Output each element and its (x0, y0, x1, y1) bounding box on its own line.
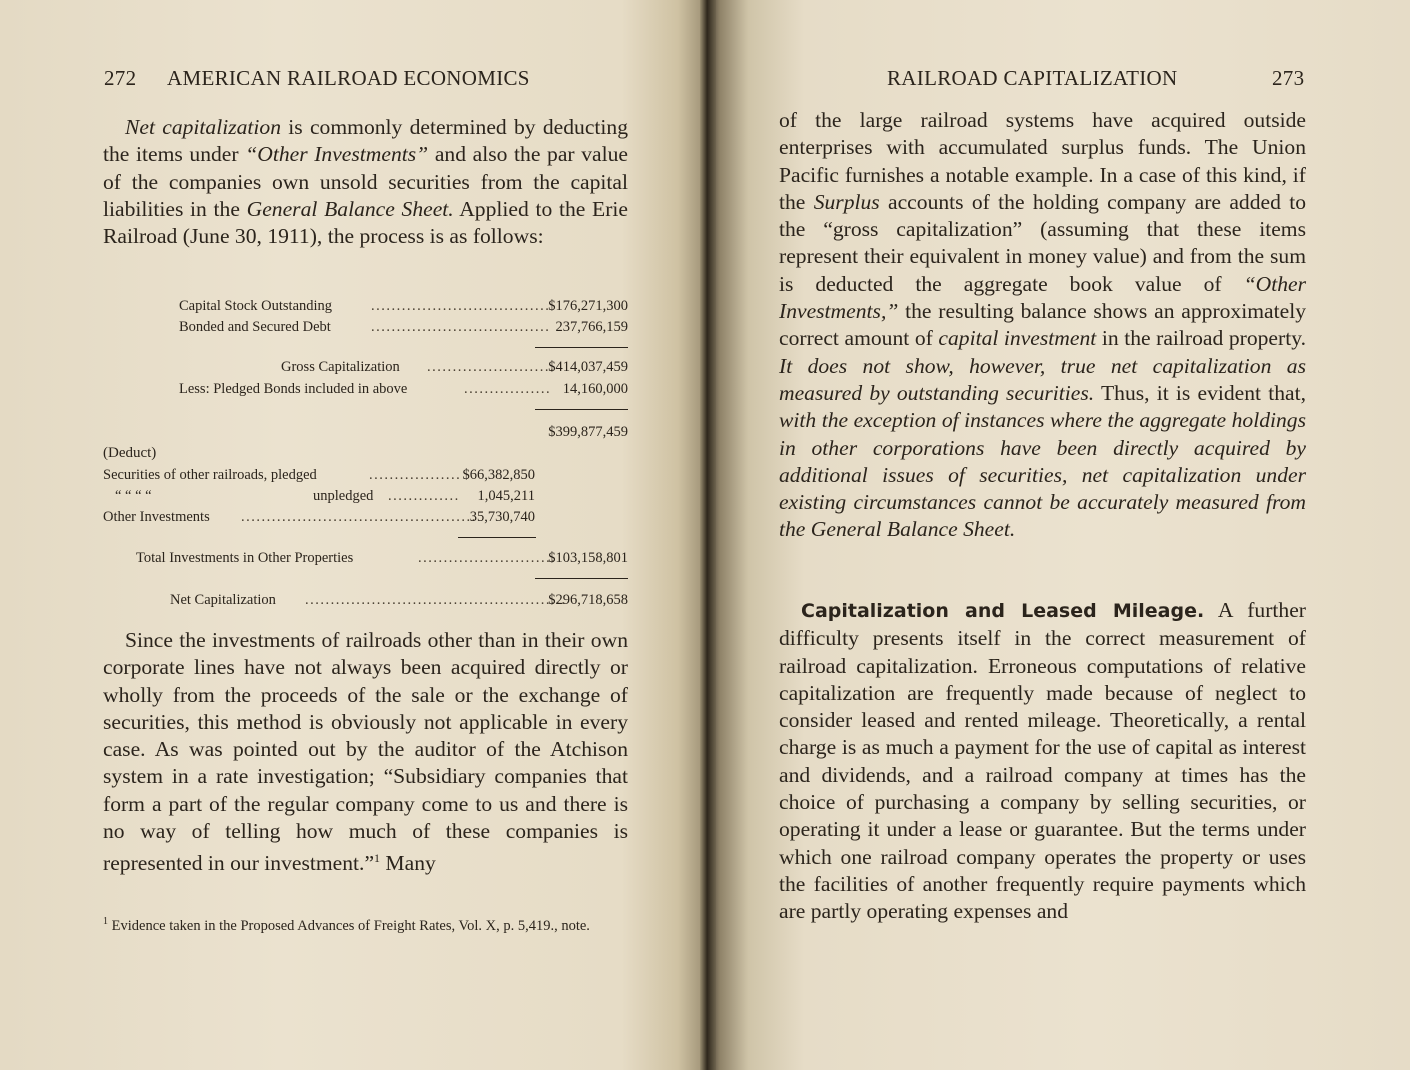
sum-rule (535, 578, 628, 579)
footnote: $^1$ Evidence taken in the Proposed Advances of Freight Rates, Vol. X, p. 5,419., note. (103, 916, 590, 934)
table-row: $399,877,459 (548, 424, 628, 440)
page-number: 272 (104, 66, 137, 90)
paragraph: Net capitalization is commonly determined by deducting the items under “Other Investments” and also the par value of the companies own unsold securities from the capital liabilities in the General Balance Sheet. Applied to the Erie Railroad (June 30, 1911), the process is as follows: (103, 115, 629, 249)
table-row: Securities of other railroads, pledged .................. $66,382,850 (103, 467, 535, 483)
table-row: “ “ “ “ unpledged .............. 1,045,211 (115, 488, 535, 504)
paragraph: Since the investments of railroads other than in their own corporate lines have not always been acquired directly or wholly from the proceeds of the sale or the exchange of securities, this method is obviously not applicable in every case. As was pointed out by the auditor of the Atchison system in a rate investigation; “Subsidiary companies that form a part of the regular company come to us and there is no way of telling how much of these companies is represented in our investment.”$^1$ Many (103, 628, 628, 876)
sum-rule (458, 537, 536, 538)
page-number: 273 (1272, 66, 1305, 90)
sum-rule (535, 409, 628, 410)
running-title: AMERICAN RAILROAD ECONOMICS (167, 66, 530, 90)
sum-rule (535, 347, 628, 348)
table-row: Less: Pledged Bonds included in above ................. 14,160,000 (179, 381, 628, 397)
footnote-marker: 1 (374, 851, 381, 866)
paragraph: Capitalization and Leased Mileage. A further difficulty presents itself in the correct measurement of railroad capitalization. Erroneous computations of relative capitalization are frequently made because of neglect to consider leased and rented mileage. Theoretically, a rental charge is as much a payment for the use of capital as interest and dividends, and a railroad company at times has the choice of purchasing a company by selling securities, or operating it under a lease or guarantee. But the terms under which one railroad company operates the property or uses the facilities of another frequently require payments which are partly operating expenses and (779, 598, 1306, 924)
table-row: Capital Stock Outstanding ................................... $176,271,300 (179, 298, 628, 314)
table-row: Total Investments in Other Properties ........................... $103,158,801 (136, 550, 628, 566)
table-row: Gross Capitalization ......................... $414,037,459 (281, 359, 628, 375)
section-heading: Capitalization and Leased Mileage. (801, 600, 1205, 622)
paragraph: of the large railroad systems have acquired outside enterprises with accumulated surplus funds. The Union Pacific furnishes a notable example. In a case of this kind, if the Surplus accounts of the holding company are added to the “gross capitalization” (assuming that these items represent their equivalent in money value) and from the sum is deducted the aggregate book value of “Other Investments,” the resulting balance shows an approximately correct amount of capital investment in the railroad property. It does not show, however, true net capitalization as measured by outstanding securities. Thus, it is evident that, with the exception of instances where the aggregate holdings in other corporations have been directly acquired by additional issues of securities, net capitalization under existing circumstances cannot be accurately measured from the General Balance Sheet. (779, 108, 1307, 542)
table-row: Other Investments .............................................. 35,730,740 (103, 509, 535, 525)
table-row: Net Capitalization ................................................... $296,718,658 (170, 592, 628, 608)
italic-term: Net capitalization (125, 115, 282, 139)
running-title: RAILROAD CAPITALIZATION (887, 66, 1178, 90)
book-gutter (700, 0, 716, 1070)
table-row: Bonded and Secured Debt ................................... 237,766,159 (179, 319, 628, 335)
table-row: (Deduct) (103, 445, 157, 461)
